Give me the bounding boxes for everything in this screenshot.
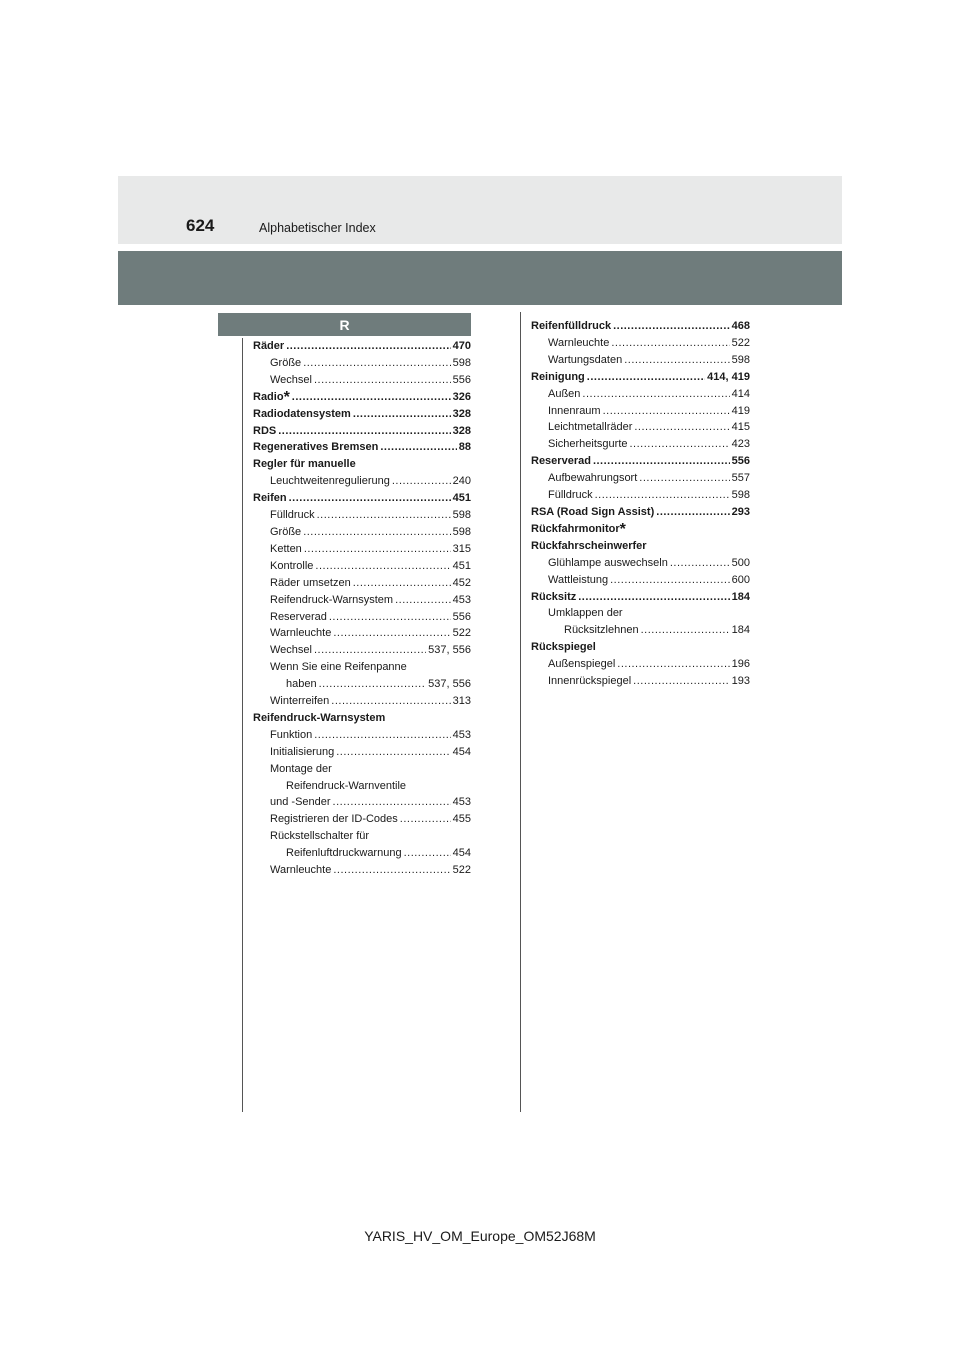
- leader-dots: [331, 693, 450, 710]
- leader-dots: [292, 389, 451, 406]
- entry-text: RSA (Road Sign Assist): [531, 505, 655, 518]
- entry-text: Reifen: [253, 492, 287, 505]
- leader-dots: [353, 575, 451, 592]
- entry-page: 454: [452, 745, 471, 758]
- entry-page: 451: [452, 492, 471, 505]
- entry-text: Rückstellschalter für: [270, 830, 370, 843]
- leader-dots: [333, 794, 451, 811]
- leader-dots: [303, 524, 450, 541]
- leader-dots: [404, 845, 451, 862]
- index-subentry[interactable]: [531, 419, 750, 436]
- index-entry[interactable]: [531, 318, 750, 335]
- entry-page: 326: [452, 390, 471, 403]
- leader-dots: [314, 372, 451, 389]
- entry-text: Reserverad: [531, 455, 591, 468]
- leader-dots: [595, 487, 730, 504]
- index-entry[interactable]: [253, 710, 471, 727]
- entry-text: Kontrolle: [270, 559, 314, 572]
- index-subentry[interactable]: [253, 524, 471, 541]
- index-entry[interactable]: [531, 538, 750, 555]
- entry-text: Reifendruck-Warnsystem: [270, 593, 394, 606]
- leader-dots: [315, 558, 450, 575]
- leader-dots: [582, 386, 729, 403]
- entry-page: 452: [452, 576, 471, 589]
- leader-dots: [314, 642, 426, 659]
- leader-dots: [656, 504, 729, 521]
- leader-dots: [624, 352, 729, 369]
- leader-dots: [610, 572, 730, 589]
- leader-dots: [333, 862, 450, 879]
- index-subentry[interactable]: [253, 828, 471, 845]
- entry-text: Warnleuchte: [270, 627, 332, 640]
- leader-dots: [617, 656, 729, 673]
- entry-text: Funktion: [270, 728, 313, 741]
- entry-text: Rückspiegel: [531, 641, 596, 654]
- entry-page: 470: [452, 340, 471, 352]
- index-letter: R: [339, 316, 350, 333]
- entry-page: 522: [731, 336, 750, 349]
- index-subentry[interactable]: [531, 622, 750, 639]
- leader-dots: [633, 673, 729, 690]
- entry-page: 88: [458, 441, 471, 454]
- entry-text: Initialisierung: [270, 745, 335, 758]
- entry-page: 453: [452, 796, 471, 809]
- index-subentry[interactable]: [531, 386, 750, 403]
- leader-dots: [317, 507, 451, 524]
- entry-page: 454: [452, 847, 471, 860]
- leader-dots: [286, 338, 450, 355]
- leader-dots: [670, 555, 730, 572]
- header-dark-band: [118, 251, 842, 305]
- leader-dots: [593, 453, 730, 470]
- index-entry[interactable]: [531, 369, 750, 386]
- entry-page: 414: [731, 387, 750, 400]
- entry-page: 556: [452, 610, 471, 623]
- entry-page: 600: [731, 573, 750, 586]
- entry-text: Reserverad: [270, 610, 327, 623]
- entry-text: Größe: [270, 525, 302, 538]
- entry-text: Fülldruck: [270, 509, 315, 522]
- entry-page: 522: [452, 864, 471, 877]
- index-subentry[interactable]: [253, 727, 471, 744]
- leader-dots: [319, 676, 427, 693]
- entry-text: Rückfahrscheinwerfer: [531, 539, 647, 552]
- index-entry[interactable]: [531, 504, 750, 521]
- entry-text: Reifenfülldruck: [531, 320, 612, 332]
- index-subentry[interactable]: [531, 436, 750, 453]
- index-entry[interactable]: [253, 423, 471, 440]
- index-subentry[interactable]: [253, 642, 471, 659]
- entry-page: 453: [452, 728, 471, 741]
- index-subentry[interactable]: [253, 794, 471, 811]
- entry-text: Regeneratives Bremsen: [253, 441, 379, 454]
- leader-dots: [639, 470, 729, 487]
- entry-text: Wattleistung: [548, 573, 609, 586]
- index-subentry[interactable]: [253, 372, 471, 389]
- index-entry[interactable]: [531, 589, 750, 606]
- entry-text: Rückfahrmonitor: [531, 522, 620, 535]
- leader-dots: [578, 589, 729, 606]
- entry-page: 468: [731, 320, 750, 332]
- index-subentry[interactable]: [253, 811, 471, 828]
- leader-dots: [392, 473, 451, 490]
- index-subentry[interactable]: [531, 555, 750, 572]
- index-subentry[interactable]: [531, 470, 750, 487]
- index-subentry[interactable]: [531, 572, 750, 589]
- section-title: Alphabetischer Index: [259, 221, 376, 235]
- entry-page: 500: [731, 556, 750, 569]
- leader-dots: [353, 406, 451, 423]
- leader-dots: [329, 609, 451, 626]
- entry-page: 598: [731, 353, 750, 366]
- index-subentry[interactable]: [531, 403, 750, 420]
- index-subentry[interactable]: [531, 673, 750, 690]
- entry-text: Größe: [270, 356, 302, 369]
- index-subentry[interactable]: [531, 335, 750, 352]
- index-letter-tab: [218, 313, 471, 336]
- entry-text: Glühlampe auswechseln: [548, 556, 668, 569]
- entry-page: 598: [452, 356, 471, 369]
- entry-text: Montage der: [270, 762, 332, 775]
- entry-text: Warnleuchte: [548, 336, 610, 349]
- index-column-left: [253, 338, 471, 879]
- middle-column-rule: [520, 312, 521, 1112]
- entry-text: Rücksitzlehnen: [564, 624, 639, 637]
- leader-dots: [587, 369, 705, 386]
- index-entry[interactable]: [531, 453, 750, 470]
- leader-dots: [603, 403, 730, 420]
- entry-text: Sicherheitsgurte: [548, 438, 628, 451]
- entry-text: Reifendruck-Warnsystem: [253, 711, 386, 724]
- leader-dots: [336, 744, 450, 761]
- index-entry[interactable]: [253, 338, 471, 355]
- entry-page: 240: [452, 475, 471, 488]
- leader-dots: [278, 423, 450, 440]
- footer-doc-code: YARIS_HV_OM_Europe_OM52J68M: [364, 1228, 596, 1244]
- entry-text: Reifendruck-Warnventile: [286, 779, 407, 792]
- entry-page: 537, 556: [428, 678, 471, 691]
- entry-page: 455: [452, 813, 471, 826]
- entry-page: 419: [731, 404, 750, 417]
- index-column-right: [531, 318, 750, 690]
- entry-page: 196: [731, 658, 750, 671]
- entry-text: Leichtmetallräder: [548, 421, 633, 434]
- index-entry[interactable]: Radio * ..... 326: [253, 389, 471, 406]
- entry-page: 184: [731, 624, 750, 637]
- leader-dots: [380, 439, 456, 456]
- index-subentry[interactable]: [531, 487, 750, 504]
- entry-page: 453: [452, 593, 471, 606]
- index-subentry[interactable]: [253, 541, 471, 558]
- entry-text: Reifenluftdruckwarnung: [286, 847, 402, 860]
- index-subentry[interactable]: [531, 352, 750, 369]
- entry-page: 451: [452, 559, 471, 572]
- entry-page: 557: [731, 472, 750, 485]
- index-subentry[interactable]: [253, 659, 471, 676]
- entry-text: Ketten: [270, 542, 302, 555]
- leader-dots: [289, 490, 451, 507]
- index-subentry[interactable]: [253, 558, 471, 575]
- entry-page: 315: [452, 542, 471, 555]
- entry-page: 598: [452, 525, 471, 538]
- entry-text: Reinigung: [531, 370, 585, 383]
- index-entry[interactable]: [253, 439, 471, 456]
- entry-text: Leuchtweitenregulierung: [270, 475, 390, 488]
- index-subentry[interactable]: [253, 761, 471, 778]
- index-subentry[interactable]: [253, 507, 471, 524]
- entry-text: Räder: [253, 340, 285, 352]
- entry-text: Winterreifen: [270, 695, 330, 708]
- leader-dots: [611, 335, 729, 352]
- entry-text: haben: [286, 678, 317, 691]
- entry-text: Fülldruck: [548, 489, 593, 502]
- leader-dots: [304, 541, 451, 558]
- entry-page: 522: [452, 627, 471, 640]
- index-subentry[interactable]: [253, 845, 471, 862]
- entry-text: Innenraum: [548, 404, 601, 417]
- leader-dots: [303, 355, 450, 372]
- entry-text: Regler für manuelle: [253, 458, 356, 471]
- index-entry[interactable]: [253, 406, 471, 423]
- index-subentry[interactable]: [253, 744, 471, 761]
- entry-page: 537, 556: [428, 644, 471, 657]
- leader-dots: [333, 625, 450, 642]
- index-subentry[interactable]: [253, 778, 471, 795]
- entry-page: 415: [731, 421, 750, 434]
- entry-page: 313: [452, 695, 471, 708]
- leader-dots: [613, 318, 730, 335]
- entry-text: Radio: [253, 390, 284, 403]
- index-entry[interactable]: Rückfahrmonitor *: [531, 520, 626, 538]
- entry-text: Registrieren der ID-Codes: [270, 813, 398, 826]
- index-subentry[interactable]: [253, 609, 471, 626]
- index-subentry[interactable]: [253, 625, 471, 642]
- leader-dots: [641, 622, 730, 639]
- leader-dots: [395, 592, 451, 609]
- header-band: [118, 176, 842, 244]
- entry-text: Wenn Sie eine Reifenpanne: [270, 661, 407, 674]
- entry-text: Wartungsdaten: [548, 353, 623, 366]
- entry-page: 184: [731, 590, 750, 603]
- entry-page: 193: [731, 675, 750, 688]
- entry-page: 556: [731, 455, 750, 468]
- index-subentry[interactable]: [253, 575, 471, 592]
- leader-dots: [630, 436, 730, 453]
- entry-page: 423: [731, 438, 750, 451]
- entry-page: 414, 419: [707, 370, 750, 383]
- entry-text: Rücksitz: [531, 590, 577, 603]
- index-subentry[interactable]: [253, 473, 471, 490]
- index-subentry[interactable]: [253, 693, 471, 710]
- entry-text: und -Sender: [270, 796, 331, 809]
- entry-text: Außenspiegel: [548, 658, 616, 671]
- entry-text: Wechsel: [270, 644, 312, 657]
- index-entry[interactable]: [253, 490, 471, 507]
- entry-text: RDS: [253, 424, 277, 437]
- leader-dots: [634, 419, 729, 436]
- entry-page: 598: [731, 489, 750, 502]
- entry-text: Wechsel: [270, 373, 312, 386]
- page-number: 624: [186, 216, 215, 235]
- entry-page: 293: [731, 505, 750, 518]
- index-subentry[interactable]: [253, 676, 471, 693]
- entry-page: 328: [452, 407, 471, 420]
- entry-page: 556: [452, 373, 471, 386]
- index-subentry[interactable]: [253, 862, 471, 879]
- entry-text: Aufbewahrungsort: [548, 472, 638, 485]
- entry-text: Innenrückspiegel: [548, 675, 632, 688]
- index-subentry[interactable]: [253, 592, 471, 609]
- index-subentry[interactable]: [253, 355, 471, 372]
- entry-text: Radiodatensystem: [253, 407, 351, 420]
- entry-page: 328: [452, 424, 471, 437]
- entry-text: Außen: [548, 387, 581, 400]
- entry-page: 598: [452, 509, 471, 522]
- index-subentry[interactable]: [531, 605, 750, 622]
- index-subentry[interactable]: [531, 656, 750, 673]
- entry-text: Umklappen der: [548, 607, 623, 620]
- left-column-rule: [242, 338, 243, 1112]
- index-entry[interactable]: [531, 639, 750, 656]
- leader-dots: [314, 727, 450, 744]
- entry-text: Räder umsetzen: [270, 576, 351, 589]
- leader-dots: [400, 811, 451, 828]
- entry-text: Warnleuchte: [270, 864, 332, 877]
- index-entry[interactable]: [253, 456, 471, 473]
